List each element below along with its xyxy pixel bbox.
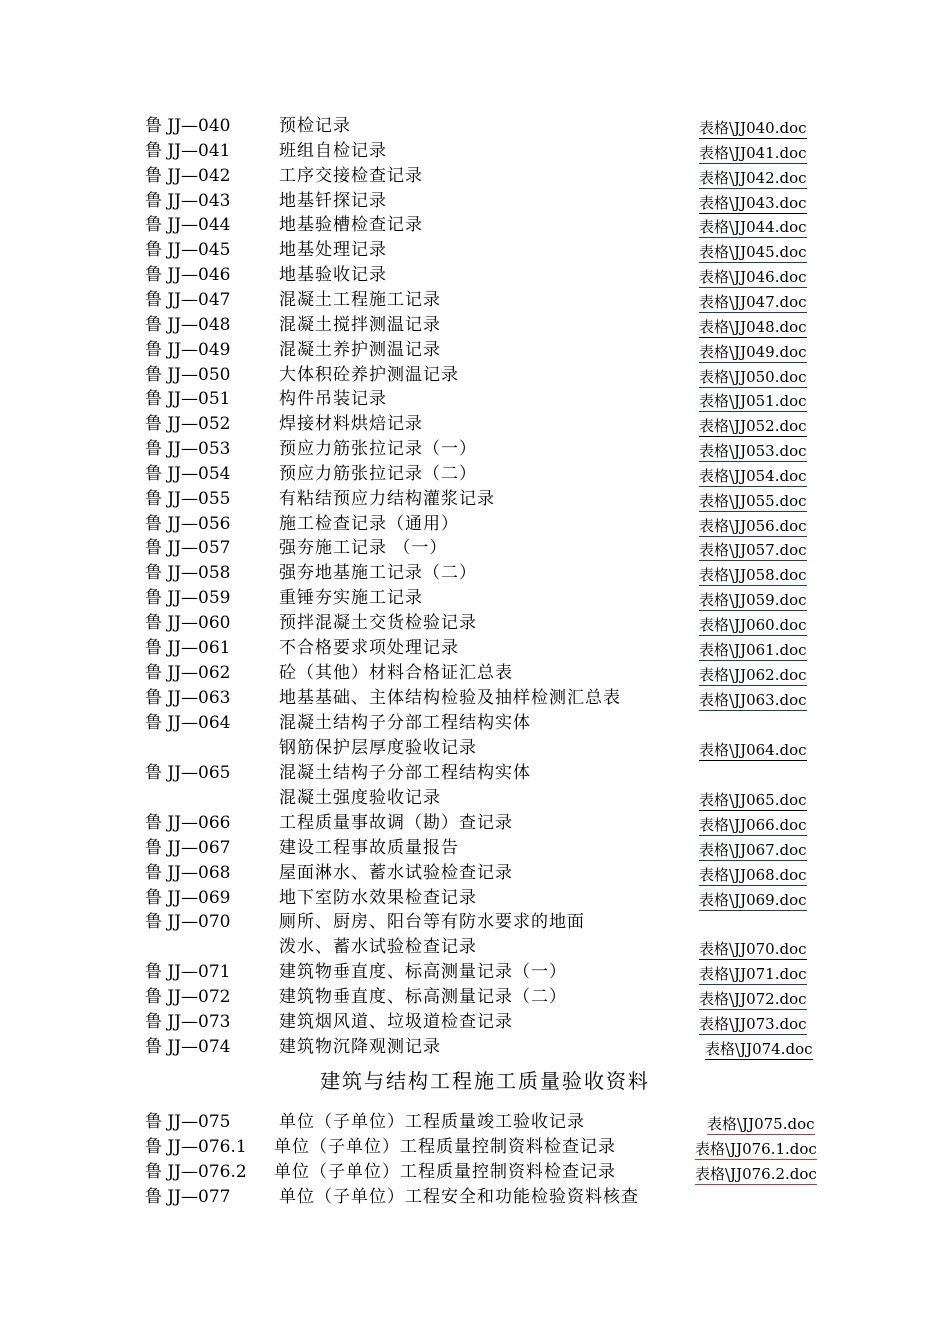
list-item [0,388,950,413]
form-code: 鲁 JJ—052 [145,414,231,435]
form-title: 砼（其他）材料合格证汇总表 [279,662,513,683]
form-code: 鲁 JJ—061 [145,637,231,658]
form-file-link[interactable]: 表格\JJ069.doc [699,890,807,909]
form-code: 鲁 JJ—041 [145,140,231,161]
list-item [0,837,950,862]
form-code: 鲁 JJ—056 [145,513,231,534]
form-code: 鲁 JJ—040 [145,116,231,136]
form-file-link[interactable]: 表格\JJ049.doc [699,342,807,361]
list-item [0,587,950,612]
form-title: 混凝土结构子分部工程结构实体 [279,763,531,783]
form-code: 鲁 JJ—055 [145,488,231,509]
form-title: 班组自检记录 [279,140,387,161]
form-title: 建筑烟风道、垃圾道检查记录 [279,1011,513,1032]
form-title: 单位（子单位）工程质量控制资料检查记录 [274,1136,616,1157]
form-file-link[interactable]: 表格\JJ075.doc [707,1115,815,1133]
form-code: 鲁 JJ—047 [145,289,231,310]
list-item [0,463,950,488]
form-title: 建设工程事故质量报告 [279,837,459,858]
form-title: 混凝土工程施工记录 [279,289,441,310]
form-file-link[interactable]: 表格\JJ076.2.doc [695,1164,817,1183]
form-title: 重锤夯实施工记录 [279,588,423,609]
list-item [0,140,950,165]
form-title: 有粘结预应力结构灌浆记录 [279,488,495,509]
list-item [0,1136,950,1161]
form-code: 鲁 JJ—058 [145,563,231,584]
list-item [0,712,950,762]
form-file-link[interactable]: 表格\JJ042.doc [699,168,807,187]
form-title-line2: 混凝土强度验收记录 [279,788,441,808]
form-file-link[interactable]: 表格\JJ050.doc [699,367,807,386]
form-code: 鲁 JJ—077 [145,1186,231,1207]
form-code: 鲁 JJ—067 [145,837,231,858]
form-code: 鲁 JJ—044 [145,215,231,236]
list-item [0,339,950,364]
form-file-link[interactable]: 表格\JJ071.doc [699,965,807,983]
form-title: 建筑物垂直度、标高测量记录（一） [279,962,567,982]
form-title-line2: 泼水、蓄水试验检查记录 [279,937,477,957]
form-code: 鲁 JJ—060 [145,613,231,633]
form-file-link[interactable]: 表格\JJ070.doc [699,940,807,958]
form-title: 建筑物垂直度、标高测量记录（二） [279,986,567,1007]
form-title: 工序交接检查记录 [279,165,423,186]
form-file-link[interactable]: 表格\JJ048.doc [699,317,807,336]
list-item [0,562,950,587]
form-code: 鲁 JJ—053 [145,439,231,460]
form-code: 鲁 JJ—048 [145,314,231,335]
form-file-link[interactable]: 表格\JJ072.doc [699,989,807,1008]
list-item [0,1111,950,1136]
form-file-link[interactable]: 表格\JJ056.doc [699,516,807,535]
form-file-link[interactable]: 表格\JJ060.doc [699,616,807,634]
form-title: 混凝土搅拌测温记录 [279,314,441,335]
form-file-link[interactable]: 表格\JJ044.doc [699,218,807,237]
form-file-link[interactable]: 表格\JJ059.doc [699,591,807,610]
form-code: 鲁 JJ—059 [145,588,231,609]
form-code: 鲁 JJ—066 [145,813,231,833]
list-item [0,687,950,712]
form-title: 地基处理记录 [279,240,387,261]
form-code: 鲁 JJ—050 [145,364,231,385]
form-title: 大体积砼养护测温记录 [279,364,459,385]
form-code: 鲁 JJ—068 [145,862,231,883]
form-file-link[interactable]: 表格\JJ062.doc [699,665,807,684]
form-code: 鲁 JJ—049 [145,339,231,360]
form-file-link[interactable]: 表格\JJ058.doc [699,566,807,585]
form-title: 地基验槽检查记录 [279,215,423,236]
form-file-link[interactable]: 表格\JJ066.doc [699,816,807,834]
list-item [0,961,950,986]
form-file-link[interactable]: 表格\JJ068.doc [699,865,807,884]
form-file-link[interactable]: 表格\JJ061.doc [699,640,807,659]
form-title: 焊接材料烘焙记录 [279,414,423,435]
form-title: 单位（子单位）工程质量控制资料检查记录 [274,1161,616,1182]
list-item [0,887,950,912]
list-item [0,1036,950,1061]
form-code: 鲁 JJ—075 [145,1112,231,1132]
list-item [0,364,950,389]
form-code: 鲁 JJ—045 [145,240,231,261]
form-title: 地下室防水效果检查记录 [279,887,477,908]
list-item [0,911,950,961]
form-file-link[interactable]: 表格\JJ057.doc [699,541,807,560]
form-code: 鲁 JJ—069 [145,887,231,908]
form-file-link[interactable]: 表格\JJ051.doc [699,392,807,411]
form-title: 混凝土养护测温记录 [279,339,441,360]
form-title: 地基基础、主体结构检验及抽样检测汇总表 [279,687,621,708]
form-code: 鲁 JJ—063 [145,687,231,708]
form-title: 预应力筋张拉记录（二） [279,463,477,484]
form-code: 鲁 JJ—076.1 [145,1136,247,1157]
list-item [0,1161,950,1186]
form-title: 单位（子单位）工程质量竣工验收记录 [279,1112,585,1132]
form-title: 构件吊装记录 [279,389,387,410]
form-file-link[interactable]: 表格\JJ053.doc [699,442,807,461]
form-file-link[interactable]: 表格\JJ067.doc [699,840,807,859]
form-code: 鲁 JJ—043 [145,190,231,211]
list-item [0,612,950,637]
list-item [0,513,950,538]
form-title: 强夯施工记录 （一） [279,538,448,559]
list-item [0,986,950,1011]
form-code: 鲁 JJ—065 [145,763,231,783]
list-item [0,1011,950,1036]
form-code: 鲁 JJ—054 [145,463,231,484]
form-title: 预检记录 [279,116,351,136]
form-code: 鲁 JJ—070 [145,912,231,932]
form-file-link[interactable]: 表格\JJ063.doc [699,690,807,709]
form-code: 鲁 JJ—072 [145,986,231,1007]
form-file-link[interactable]: 表格\JJ064.doc [699,741,807,759]
form-file-link[interactable]: 表格\JJ054.doc [699,466,807,485]
form-code: 鲁 JJ—071 [145,962,231,982]
form-file-link[interactable]: 表格\JJ043.doc [699,193,807,212]
form-file-link[interactable]: 表格\JJ046.doc [699,268,807,287]
form-file-link[interactable]: 表格\JJ055.doc [699,491,807,510]
form-title: 混凝土结构子分部工程结构实体 [279,713,531,733]
form-file-link[interactable]: 表格\JJ052.doc [699,417,807,436]
list-item [0,239,950,264]
list-item [0,762,950,812]
list-item [0,662,950,687]
form-code: 鲁 JJ—073 [145,1011,231,1032]
list-item [0,438,950,463]
form-code: 鲁 JJ—051 [145,389,231,410]
form-code: 鲁 JJ—042 [145,165,231,186]
list-item [0,862,950,887]
form-file-link[interactable]: 表格\JJ047.doc [699,292,807,311]
form-code: 鲁 JJ—074 [145,1036,231,1057]
list-item [0,165,950,190]
form-file-link[interactable]: 表格\JJ065.doc [699,791,807,809]
form-title-line2: 钢筋保护层厚度验收记录 [279,738,477,758]
form-file-link[interactable]: 表格\JJ045.doc [699,243,807,262]
form-code: 鲁 JJ—076.2 [145,1161,247,1182]
list-item [0,537,950,562]
list-item [0,190,950,215]
form-file-link[interactable]: 表格\JJ041.doc [699,143,807,162]
form-code: 鲁 JJ—062 [145,662,231,683]
list-item [0,488,950,513]
form-title: 厕所、厨房、阳台等有防水要求的地面 [279,912,585,932]
form-title: 屋面淋水、蓄水试验检查记录 [279,862,513,883]
list-item [0,637,950,662]
list-item [0,314,950,339]
form-file-link[interactable]: 表格\JJ073.doc [699,1014,807,1033]
form-title: 地基钎探记录 [279,190,387,211]
form-file-link[interactable]: 表格\JJ076.1.doc [695,1139,817,1158]
list-item [0,214,950,239]
list-item [0,289,950,314]
form-title: 不合格要求项处理记录 [279,637,459,658]
form-title: 建筑物沉降观测记录 [279,1036,441,1057]
list-item [0,115,950,140]
form-file-link[interactable]: 表格\JJ074.doc [705,1039,813,1058]
form-file-link[interactable]: 表格\JJ040.doc [699,119,807,137]
form-title: 单位（子单位）工程安全和功能检验资料核查 [279,1186,639,1207]
form-code: 鲁 JJ—046 [145,265,231,286]
list-item [0,1186,950,1211]
form-title: 强夯地基施工记录（二） [279,563,477,584]
form-title: 预应力筋张拉记录（一） [279,439,477,460]
form-title: 预拌混凝土交货检验记录 [279,613,477,633]
form-title: 地基验收记录 [279,265,387,286]
form-code: 鲁 JJ—057 [145,538,231,559]
form-code: 鲁 JJ—064 [145,713,231,733]
form-title: 工程质量事故调（勘）查记录 [279,813,513,833]
list-item [0,264,950,289]
section-heading: 建筑与结构工程施工质量验收资料 [320,1069,650,1093]
list-item [0,413,950,438]
list-item [0,812,950,837]
form-title: 施工检查记录（通用） [279,513,459,534]
